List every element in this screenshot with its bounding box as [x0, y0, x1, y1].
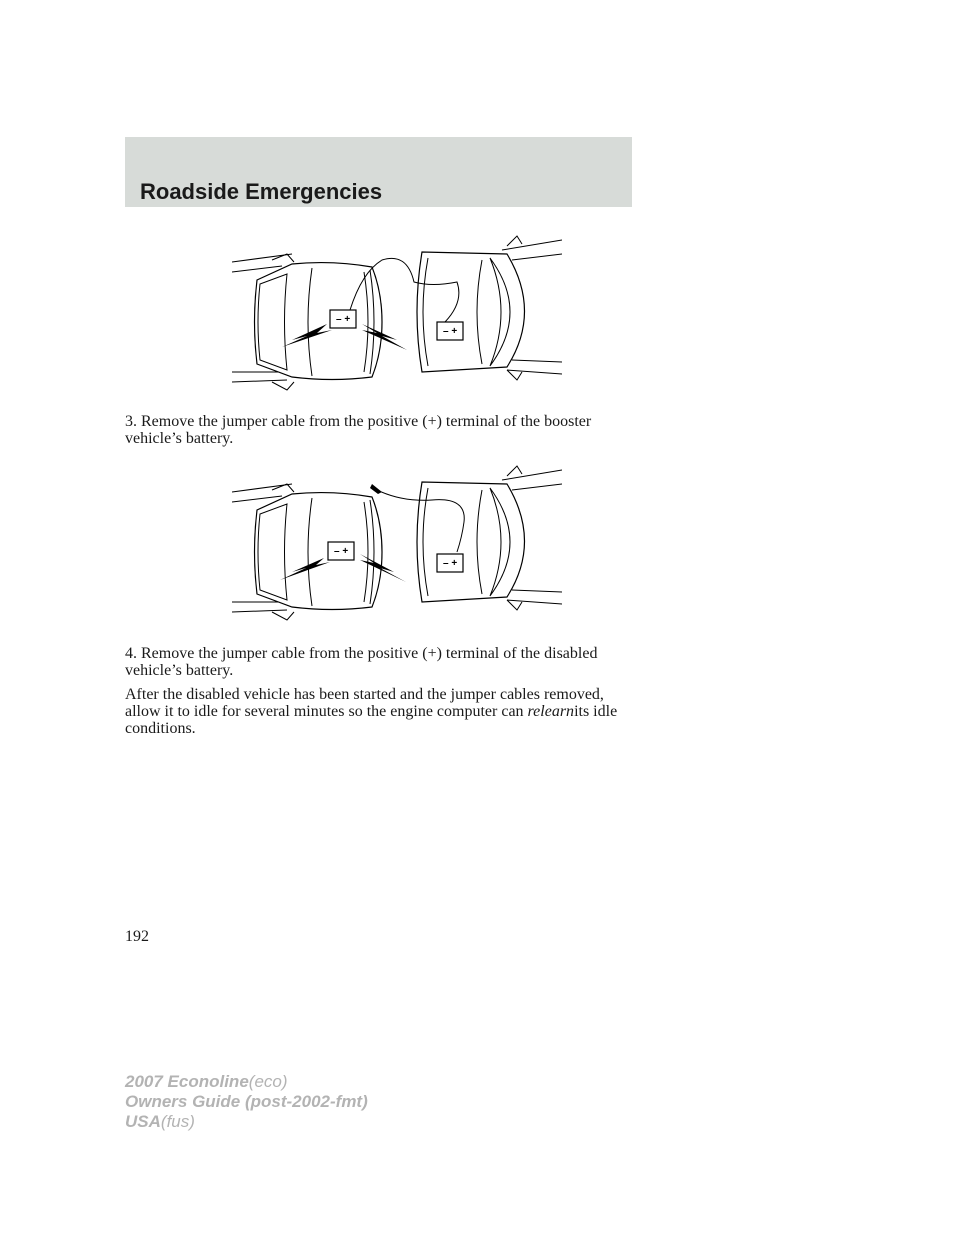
- after-start-text: [125, 686, 635, 737]
- after-start-text-main: After the disabled vehicle has been started and the jumper cables removed, allow it to idle for several minutes so the engine computer can: [125, 686, 604, 720]
- footer-model-code: (eco): [248, 1072, 288, 1091]
- relearn-term: relearn: [527, 703, 575, 720]
- cable-clamp-icon: [370, 484, 382, 494]
- booster-vehicle-illustration: [417, 466, 562, 610]
- battery-terminal-label: – +: [443, 558, 458, 569]
- footer-market: USA: [125, 1112, 161, 1131]
- section-title: Roadside Emergencies: [140, 179, 383, 204]
- footer-market-code: (fus): [160, 1112, 195, 1131]
- disabled-vehicle-illustration: [232, 254, 382, 390]
- footer-guide: Owners Guide (post-2002-fmt): [125, 1092, 368, 1111]
- footer-model: 2007 Econoline: [125, 1072, 249, 1091]
- page-number: 192: [125, 928, 149, 945]
- booster-vehicle-illustration: [417, 236, 562, 380]
- jump-start-diagram-step-4: [232, 462, 562, 622]
- document-footer: [125, 1072, 368, 1132]
- disabled-vehicle-illustration: [232, 484, 382, 620]
- jump-start-diagram-step-3: [232, 232, 562, 392]
- battery-terminal-label: – +: [443, 326, 458, 337]
- step-4-text: 4. Remove the jumper cable from the positive (+) terminal of the disabled vehicle’s battery.: [125, 645, 598, 679]
- battery-terminal-label: – +: [334, 546, 349, 557]
- after-start-text-end: its idle conditions.: [125, 703, 618, 737]
- step-3-text: 3. Remove the jumper cable from the positive (+) terminal of the booster vehicle’s battery.: [125, 413, 592, 447]
- section-header-bar: [125, 137, 632, 207]
- battery-terminal-label: – +: [336, 314, 351, 325]
